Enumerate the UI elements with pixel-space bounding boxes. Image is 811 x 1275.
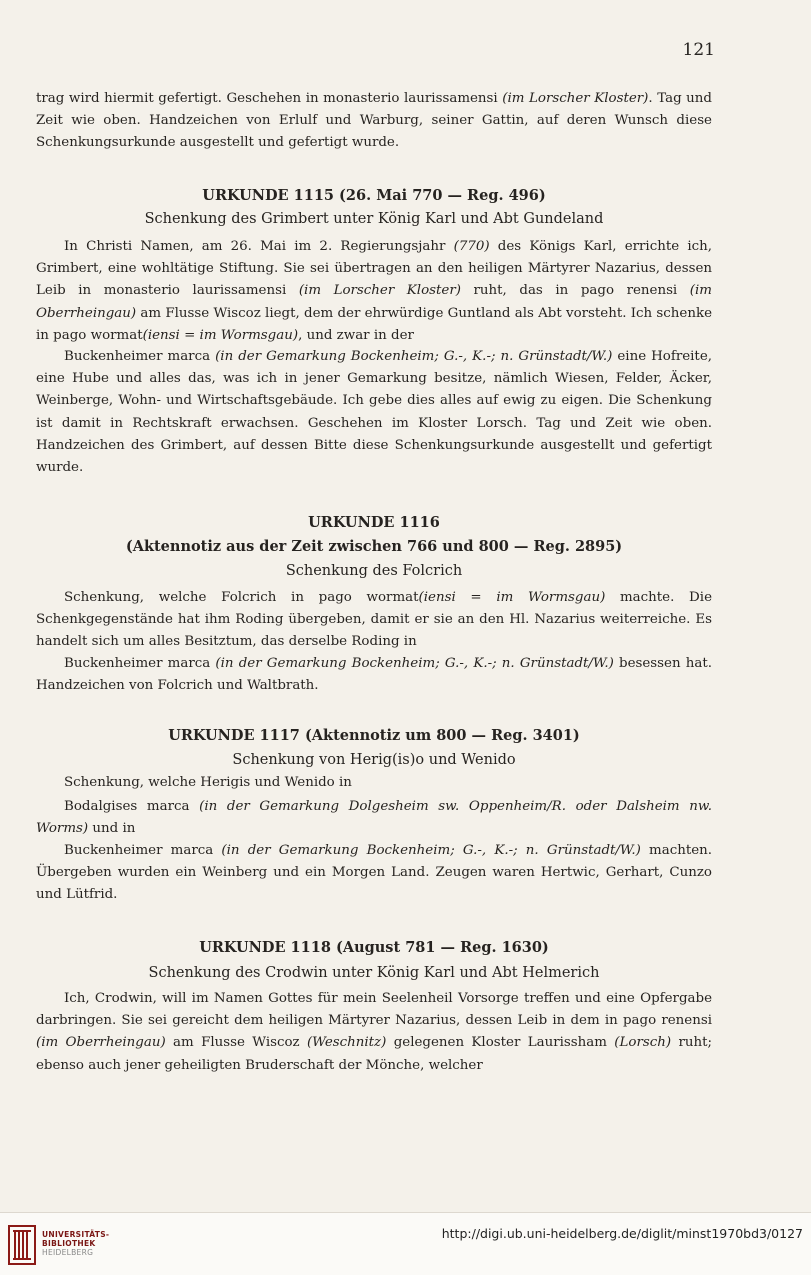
text-run: des Königs Karl, errichte ich, Grimbert, eine wohltätige Stiftung. Sie sei übertragen an den heiligen Märtyrer Nazarius, dessen Leib in monasterio laurissamensi <box>36 239 712 299</box>
source-url-link[interactable]: http://digi.ub.uni-heidelberg.de/diglit/minst1970bd3/0127 <box>441 1226 803 1241</box>
italic-run: (im Lorscher Kloster) <box>502 91 649 106</box>
text-run: In Christi Namen, am 26. Mai im 2. Regierungsjahr <box>64 239 454 254</box>
paragraph-1116-a <box>36 587 712 654</box>
text-run: am Flusse Wiscoz liegt, dem der ehrwürdige Guntland als Abt vorsteht. Ich schenke in pago wormat <box>36 305 712 343</box>
italic-run: (770) <box>453 239 490 254</box>
library-name <box>42 1230 109 1257</box>
heading-urkunde-1116: URKUNDE 1116 <box>308 514 440 531</box>
italic-run: (iensi = im Wormsgau) <box>418 590 606 605</box>
text-run: ruht, das in pago renensi <box>460 283 690 299</box>
italic-run: (im Oberrheingau) <box>36 283 712 321</box>
library-name-line1: UNIVERSITÄTS- <box>42 1230 110 1239</box>
text-run: Schenkung, welche Herigis und Wenido in <box>64 775 352 790</box>
paragraph-1118 <box>36 988 712 1077</box>
paragraph-1116-b <box>36 653 712 697</box>
text-run: Bodalgises marca <box>64 799 200 814</box>
subheading-urkunde-1116: Schenkung des Folcrich <box>285 563 463 579</box>
paragraph-1117-a <box>36 772 712 794</box>
italic-run: (in der Gemarkung Bockenheim; G.-, K.-; n. Grünstadt/W.) <box>221 843 641 858</box>
subheading-urkunde-1117: Schenkung von Herig(is)o und Wenido <box>232 752 516 768</box>
paragraph-1115-b <box>36 346 712 479</box>
italic-run: (in der Gemarkung Bockenheim; G.-, K.-; n. Grünstadt/W.) <box>215 349 613 364</box>
text-run: . Tag und Zeit wie oben. Handzeichen von Erlulf und Warburg, seiner Gattin, auf deren Wunsch diese Schenkungsurkunde ausgestellt und gefertigt wurde. <box>36 91 712 151</box>
text-run: trag wird hiermit gefertigt. Geschehen in monasterio laurissamensi <box>36 91 503 106</box>
paragraph-1115-a <box>36 236 712 347</box>
heading-urkunde-1116-note: (Aktennotiz aus der Zeit zwischen 766 und 800 — Reg. 2895) <box>125 538 623 555</box>
subheading-urkunde-1118: Schenkung des Crodwin unter König Karl und Abt Helmerich <box>148 965 600 981</box>
footer-bar <box>0 1212 811 1275</box>
text-run: am Flusse Wiscoz <box>165 1035 307 1051</box>
text-run: eine Hofreite, eine Hube und alles das, was ich in jener Gemarkung besitze, nämlich Wiesen, Felder, Äcker, Weinberge, Wohn- und Wirtschaftsgebäude. Ich gebe dies alles auf ewig zu eigen. Die Schenkung ist damit in Rechtskraft erwachsen. Geschehen im Kloster Lorsch. Tag und Zeit wie oben. Handzeichen des Grimbert, auf dessen Bitte diese Schenkungsurkunde ausgestellt und gefertigt wurde. <box>36 349 712 476</box>
text-run: Schenkung, welche Folcrich in pago wormat <box>64 590 419 605</box>
library-name-line3: HEIDELBERG <box>42 1248 94 1257</box>
library-name-line2: BIBLIOTHEK <box>42 1239 96 1248</box>
text-run: gelegenen Kloster Laurissham <box>386 1035 615 1051</box>
italic-run: (im Lorscher Kloster) <box>298 283 461 299</box>
heading-urkunde-1117: URKUNDE 1117 (Aktennotiz um 800 — Reg. 3401) <box>168 727 580 744</box>
university-library-logo <box>8 1225 36 1265</box>
text-run: Buckenheimer marca <box>64 349 216 364</box>
text-run: machten. Übergeben wurden ein Weinberg und ein Morgen Land. Zeugen waren Hertwic, Gerhart, Cunzo und Lütfrid. <box>36 843 712 903</box>
italic-run: (Weschnitz) <box>306 1035 387 1051</box>
text-run: Buckenheimer marca <box>64 843 222 858</box>
italic-run: (in der Gemarkung Bockenheim; G.-, K.-; n. Grünstadt/W.) <box>215 656 614 671</box>
heading-urkunde-1118: URKUNDE 1118 (August 781 — Reg. 1630) <box>199 939 549 956</box>
heading-urkunde-1115: URKUNDE 1115 (26. Mai 770 — Reg. 496) <box>202 187 546 204</box>
text-run: besessen hat. Handzeichen von Folcrich und Waltbrath. <box>36 656 712 694</box>
subheading-urkunde-1115: Schenkung des Grimbert unter König Karl und Abt Gundeland <box>144 211 604 227</box>
italic-run: (im Oberrheingau) <box>36 1035 166 1051</box>
italic-run: (Lorsch) <box>614 1035 672 1051</box>
text-run: , und zwar in der <box>298 327 414 343</box>
paragraph-1117-b <box>36 796 712 840</box>
text-run: und in <box>88 821 136 837</box>
paragraph-1117-c <box>36 840 712 907</box>
page-number: 121 <box>682 40 715 60</box>
text-run: Ich, Crodwin, will im Namen Gottes für mein Seelenheil Vorsorge treffen und eine Opfergabe darbringen. Sie sei gereicht dem heiligen Märtyrer Nazarius, dessen Leib in dem in pago renensi <box>36 991 712 1029</box>
paragraph-continued <box>36 88 712 155</box>
italic-run: (in der Gemarkung Dolgesheim sw. Oppenheim/R. oder Dalsheim nw. Worms) <box>36 799 712 837</box>
text-run: Buckenheimer marca <box>64 656 216 671</box>
text-run: machte. Die Schenkgegenstände hat ihm Roding übergeben, damit er sie an den Hl. Nazarius weiterreiche. Es handelt sich um alles Besitztum, das derselbe Roding in <box>36 590 712 650</box>
text-run: ruht; ebenso auch jener geheiligten Bruderschaft der Mönche, welcher <box>36 1035 712 1073</box>
italic-run: (iensi = im Wormsgau) <box>142 327 299 343</box>
